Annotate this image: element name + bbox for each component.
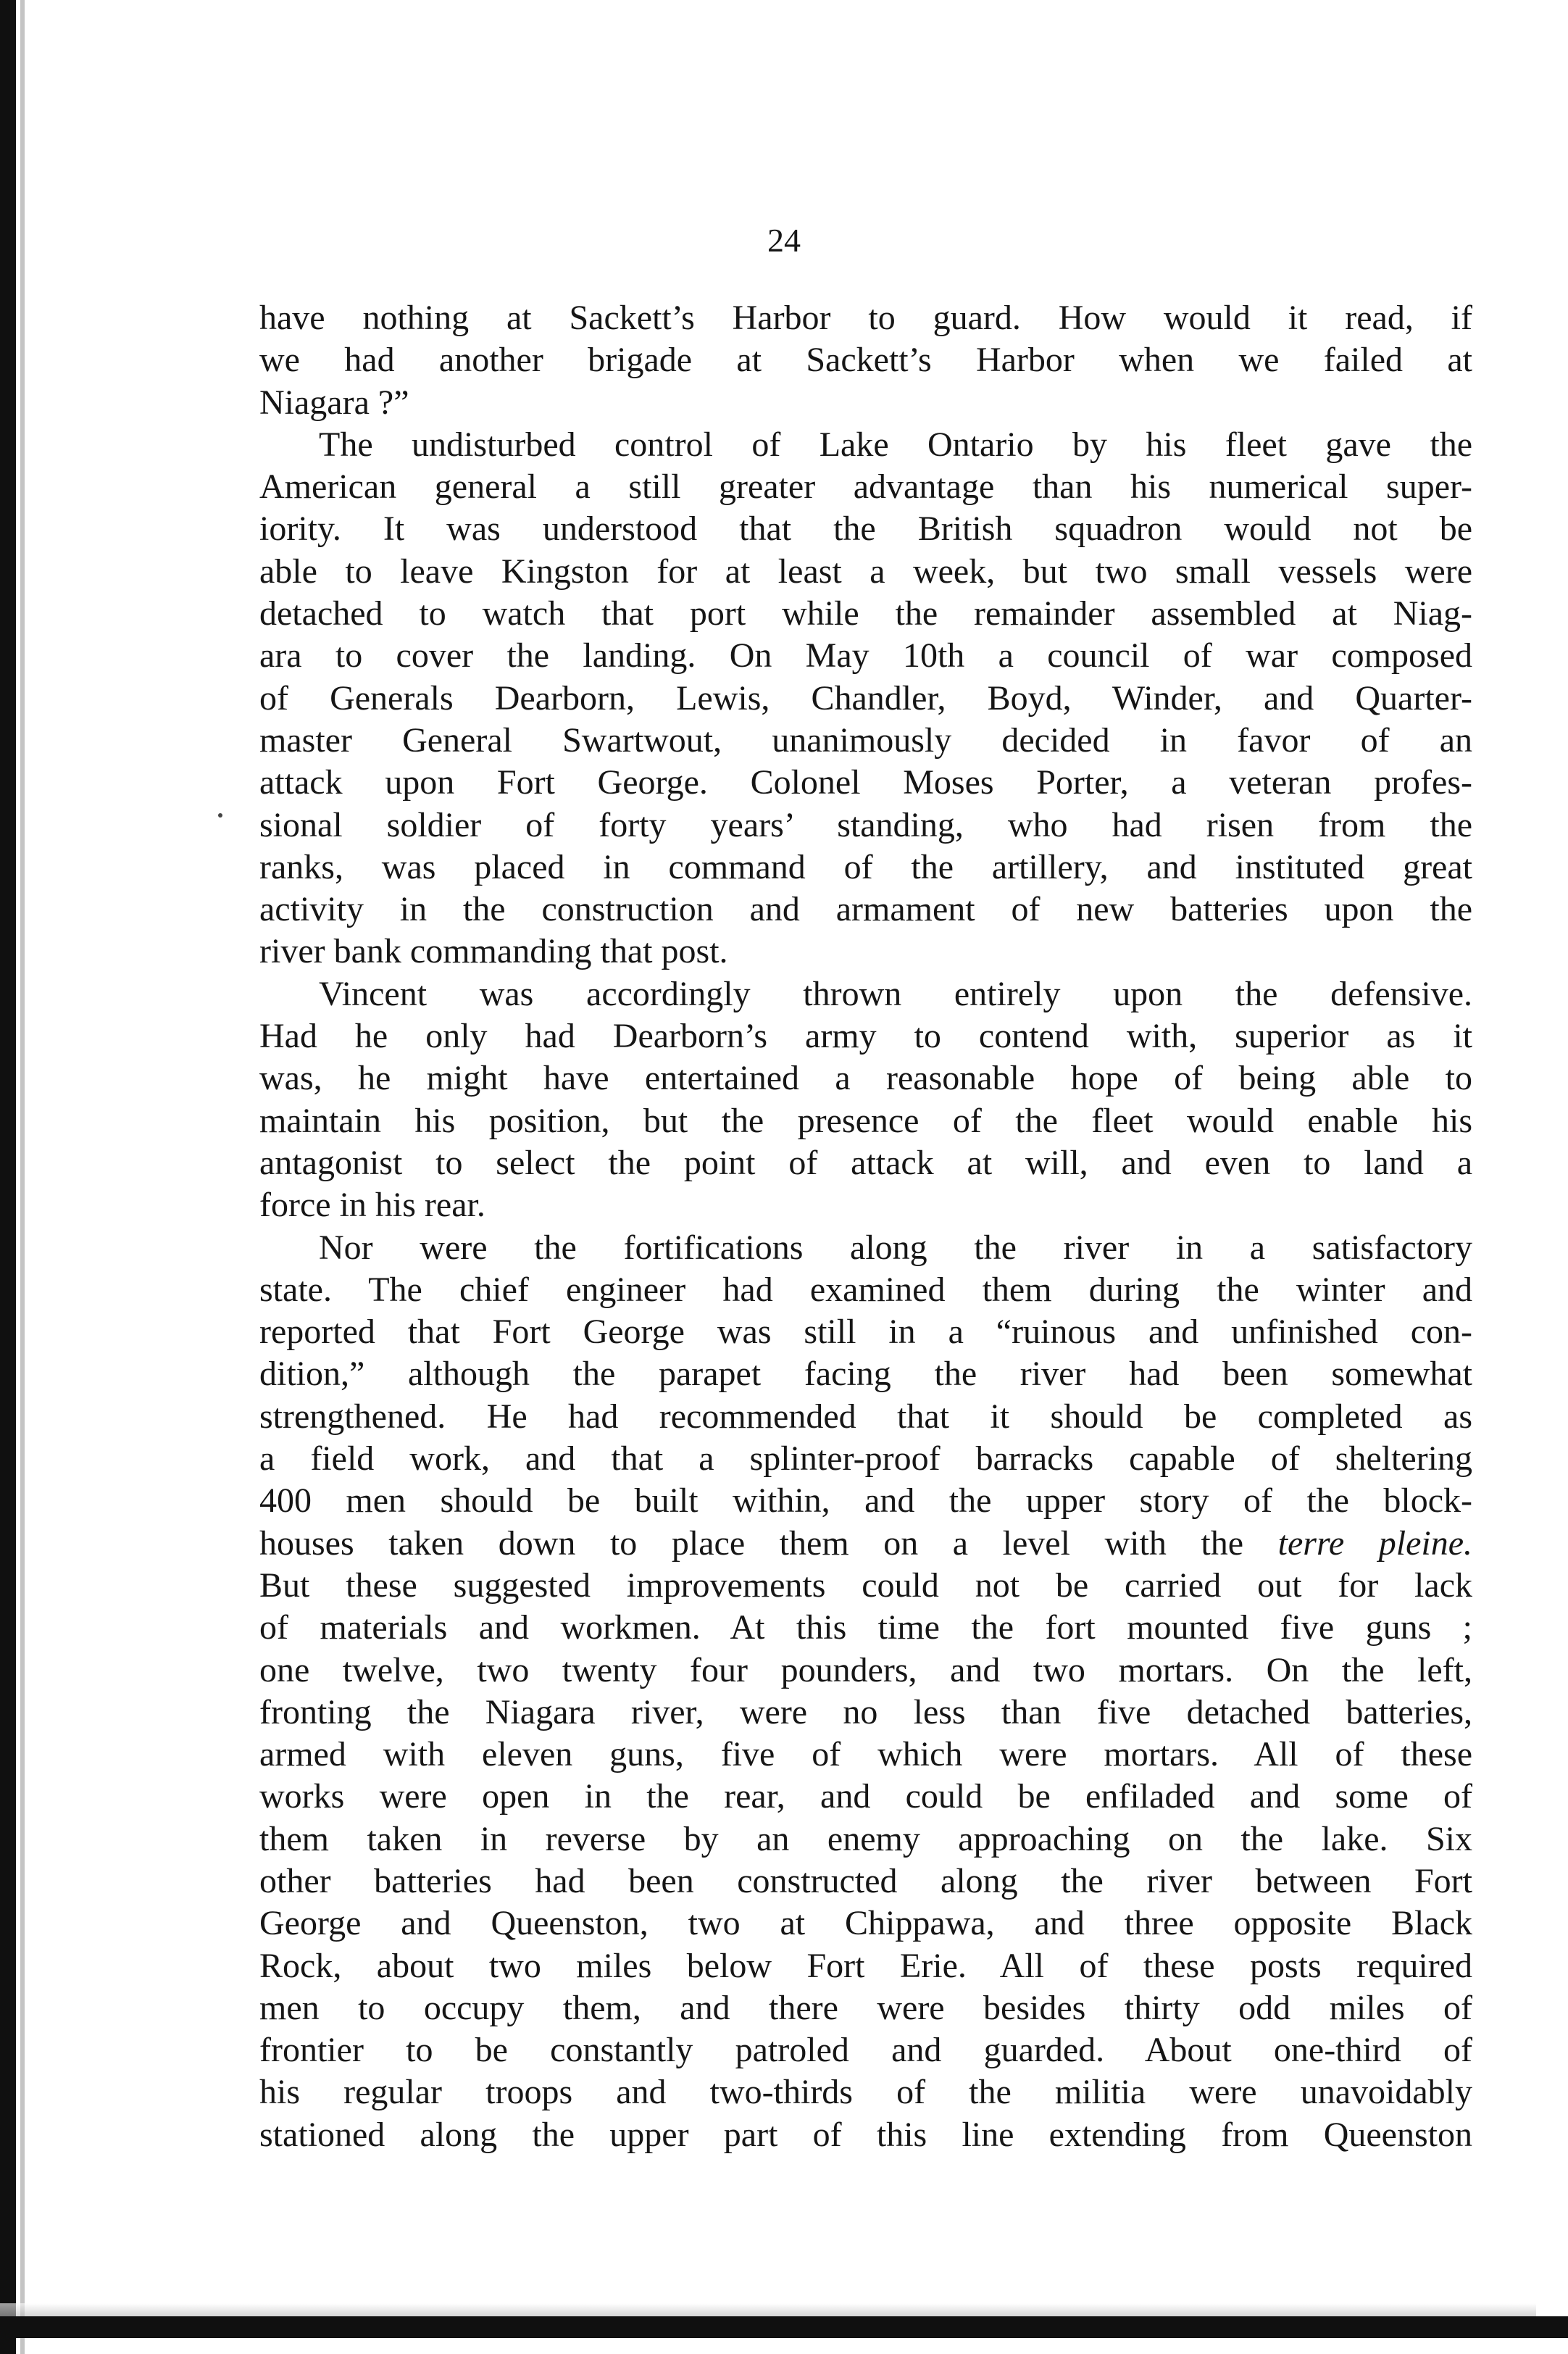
text-line: men to occupy them, and there were besides thirty odd miles of xyxy=(259,1988,1472,2027)
text-line: was, he might have entertained a reasonable hope of being able to xyxy=(259,1059,1472,1098)
text-line: antagonist to select the point of attack at will, and even to land a xyxy=(259,1143,1472,1182)
text-line: Niagara ?” xyxy=(259,383,409,422)
paragraph-start-line: Vincent was accordingly thrown entirely upon the defensive. xyxy=(319,974,1472,1013)
text-line: reported that Fort George was still in a “ruinous and unfinished con- xyxy=(259,1313,1472,1352)
text-line: have nothing at Sackett’s Harbor to guard. How would it read, if xyxy=(259,299,1472,337)
text-line: of Generals Dearborn, Lewis, Chandler, Boyd, Winder, and Quarter- xyxy=(259,678,1472,718)
text-line: ranks, was placed in command of the artillery, and instituted great xyxy=(259,847,1472,886)
scan-edge-left-shadow xyxy=(20,0,25,2354)
scan-edge-bottom xyxy=(0,2316,1568,2338)
stray-ink-mark xyxy=(218,813,222,818)
scan-edge-bottom-shadow xyxy=(0,2303,1536,2316)
text-line: river bank commanding that post. xyxy=(259,932,728,971)
text-line: Had he only had Dearborn’s army to contend with, superior as it xyxy=(259,1017,1472,1056)
page-body-text xyxy=(259,297,1472,2156)
text-line-lead: houses taken down to place them on a level with the xyxy=(259,1523,1244,1563)
italic-phrase: terre pleine. xyxy=(1277,1523,1472,1563)
text-line: them taken in reverse by an enemy approaching on the lake. Six xyxy=(259,1819,1472,1858)
text-line: master General Swartwout, unanimously decided in favor of an xyxy=(259,720,1472,760)
text-line: 400 men should be built within, and the upper story of the block- xyxy=(259,1481,1472,1521)
text-line: able to leave Kingston for at least a week, but two small vessels were xyxy=(259,552,1472,591)
text-line: Rock, about two miles below Fort Erie. All of these posts required xyxy=(259,1946,1472,1985)
text-line: his regular troops and two-thirds of the militia were unavoidably xyxy=(259,2073,1472,2112)
page-number: 24 xyxy=(767,222,801,259)
text-line: of materials and workmen. At this time the fort mounted five guns ; xyxy=(259,1608,1472,1647)
text-line: George and Queenston, two at Chippawa, and three opposite Black xyxy=(259,1904,1472,1943)
text-line: dition,” although the parapet facing the river had been somewhat xyxy=(259,1355,1472,1394)
text-line: But these suggested improvements could not be carried out for lack xyxy=(259,1565,1472,1605)
text-line: we had another brigade at Sackett’s Harbor when we failed at xyxy=(259,341,1472,380)
text-line-with-italic xyxy=(259,1523,1472,1565)
text-line: ara to cover the landing. On May 10th a council of war composed xyxy=(259,636,1472,675)
text-line: attack upon Fort George. Colonel Moses Porter, a veteran profes- xyxy=(259,763,1472,802)
text-line: sional soldier of forty years’ standing, who had risen from the xyxy=(259,805,1472,844)
paragraph-start-line: The undisturbed control of Lake Ontario by his fleet gave the xyxy=(319,425,1472,464)
text-line: one twelve, two twenty four pounders, and two mortars. On the left, xyxy=(259,1650,1472,1689)
text-line: frontier to be constantly patroled and guarded. About one-third of xyxy=(259,2031,1472,2070)
text-line: works were open in the rear, and could be enfiladed and some of xyxy=(259,1777,1472,1816)
text-line: other batteries had been constructed along the river between Fort xyxy=(259,1861,1472,1900)
text-line: armed with eleven guns, five of which were mortars. All of these xyxy=(259,1735,1472,1774)
text-line: state. The chief engineer had examined them during the winter and xyxy=(259,1270,1472,1309)
text-line: fronting the Niagara river, were no less than five detached batteries, xyxy=(259,1692,1472,1731)
paragraph-start-line: Nor were the fortifications along the river in a satisfactory xyxy=(319,1228,1472,1267)
text-line: force in his rear. xyxy=(259,1186,485,1225)
scan-edge-left xyxy=(0,0,16,2354)
text-line: a field work, and that a splinter-proof barracks capable of sheltering xyxy=(259,1439,1472,1478)
text-line: strengthened. He had recommended that it should be completed as xyxy=(259,1397,1472,1436)
text-line: maintain his position, but the presence of the fleet would enable his xyxy=(259,1101,1472,1140)
text-line: stationed along the upper part of this line extending from Queenston xyxy=(259,2115,1472,2154)
text-line: detached to watch that port while the remainder assembled at Niag- xyxy=(259,594,1472,633)
text-line: iority. It was understood that the British squadron would not be xyxy=(259,510,1472,549)
text-line: American general a still greater advantage than his numerical super- xyxy=(259,467,1472,507)
text-line: activity in the construction and armament of new batteries upon the xyxy=(259,890,1472,929)
